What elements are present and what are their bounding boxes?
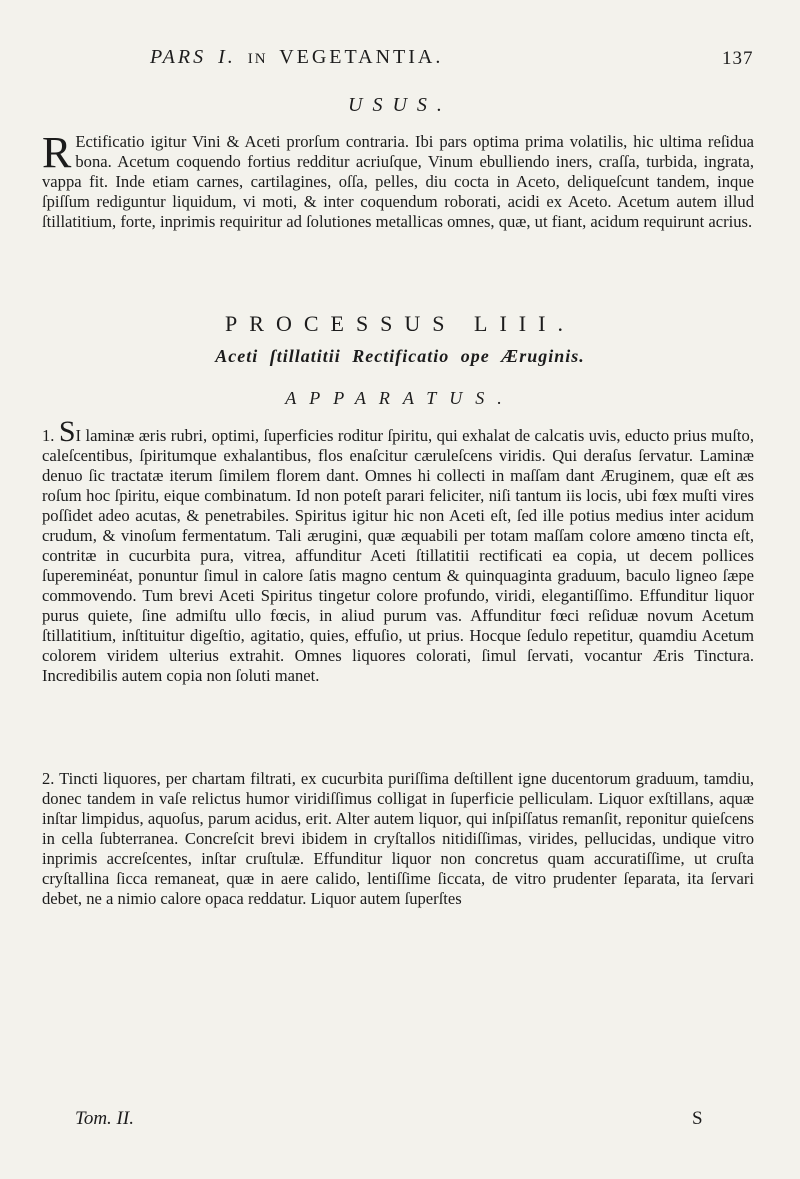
- running-head-in: IN: [247, 51, 268, 67]
- signature-mark: S: [692, 1108, 703, 1129]
- running-head-pars: PARS I.: [150, 46, 236, 68]
- page-header: [0, 46, 800, 82]
- paragraph-two-number: 2.: [42, 769, 55, 788]
- paragraph-one-number: 1.: [42, 426, 55, 445]
- paragraph-one-initial: S: [58, 415, 76, 448]
- drop-cap-initial: R: [42, 128, 72, 177]
- paragraph-intro-text: Ectificatio igitur Vini & Aceti prorſum contraria. Ibi pars optima prima volatilis, hic ultima reſidua bona. Acetum coquendo fortius redditur acriuſque, Vinum ebulliendo iners, craſſa, turbida, ingrata, vappa fit. Inde etiam carnes, cartilagines, oſſa, pelles, diu cocta in Aceto, deliqueſcunt tandem, inque ſpiſſum rediguntur liquidum, vi moti, & inter coquendum roborati, acidi ex Aceto. Acetum autem illud ſtillatitium, forte, inprimis requiritur ad ſolutiones metallicas omnes, quæ, ut fiant, acidum requirunt acrius.: [42, 132, 754, 231]
- paragraph-intro: [42, 128, 754, 232]
- apparatus-heading: APPARATUS.: [285, 388, 515, 408]
- tome-mark: Tom. II.: [75, 1108, 134, 1129]
- processus-subtitle: Aceti ſtillatitii Rectificatio ope Æruginis.: [215, 346, 585, 366]
- running-head: [150, 46, 710, 69]
- processus-heading: PROCESSUS LIII.: [225, 311, 575, 336]
- page-number: 137: [722, 48, 754, 69]
- paragraph-one: [42, 415, 754, 686]
- paragraph-one-text: I laminæ æris rubri, optimi, ſuperficies roditur ſpiritu, qui exhalat de calcatis uvis, educto prius muſto, caleſcentibus, ſpiritumque exhalantibus, flos enaſcitur cæruleſcens viridis. Qui deraſus ſervatur. Laminæ denuo ſic tractatæ iterum ſimilem florem dant. Omnes hi collecti in maſſam dant Æruginem, quæ eſt æs roſum hoc ſpiritu, eique combinatum. Id non poteſt parari feliciter, niſi tantum iis locis, ubi fœx muſti vires poſſidet adeo acutas, & penetrabiles. Spiritus igitur hic non Aceti eſt, ſed ille potius medius inter acidum crudum, & vinoſum fermentatum. Tali ærugini, quæ æquabili per totam maſſam colore amœno tincta eſt, contritæ in cucurbita pura, vitrea, affunditur Aceti ſtillatitii rectificati ea copia, ut decem pollices ſupereminéat, ponuntur ſimul in calore ſatis magno centum & quinquaginta graduum, baculo ligneo ſæpe commovendo. Tum brevi Aceti Spiritus tingetur colore profundo, viridi, elegantiſſimo. Effunditur liquor purus quiete, ſine admiſtu ullo fœcis, in aliud purum vas. Affunditur fœci reſiduæ novum Acetum ſtillatitium, inſtituitur digeſtio, agitatio, quies, effuſio, ut prius. Hocque ſedulo repetitur, quamdiu Acetum colorem viridem ulterius extrahit. Omnes liquores colorati, ſimul ſervati, vocantur Æris Tinctura. Incredibilis autem copia non ſoluti manet.: [42, 426, 754, 685]
- paragraph-two: [42, 769, 754, 909]
- page-footer: [0, 1108, 800, 1138]
- section-title: USUS.: [348, 94, 452, 116]
- running-head-subject: VEGETANTIA.: [279, 46, 444, 68]
- paragraph-two-text: Tincti liquores, per chartam filtrati, ex cucurbita puriſſima deſtillent igne ducentorum graduum, tamdiu, donec tandem in vaſe relictus humor viridiſſimus colligat in ſuperficie pelliculam. Liquor exſtillans, aquæ inſtar limpidus, aquoſus, parum acidus, erit. Alter autem liquor, qui inſpiſſatus remanſit, reponitur quieſcens in cella ſubterranea. Concreſcit brevi ibidem in cryſtallos nitidiſſimas, virides, pellucidas, undique vitro inprimis accreſcentes, inſtar cruſtulæ. Effunditur liquor non concretus quam accuratiſſime, ut cruſta cryſtallina ſicca remaneat, quæ in aere calido, lentiſſime ſiccata, de vitro prudenter ſeparata, ita ſervari debet, ne a nimio calore opaca reddatur. Liquor autem ſuperſtes: [42, 769, 754, 908]
